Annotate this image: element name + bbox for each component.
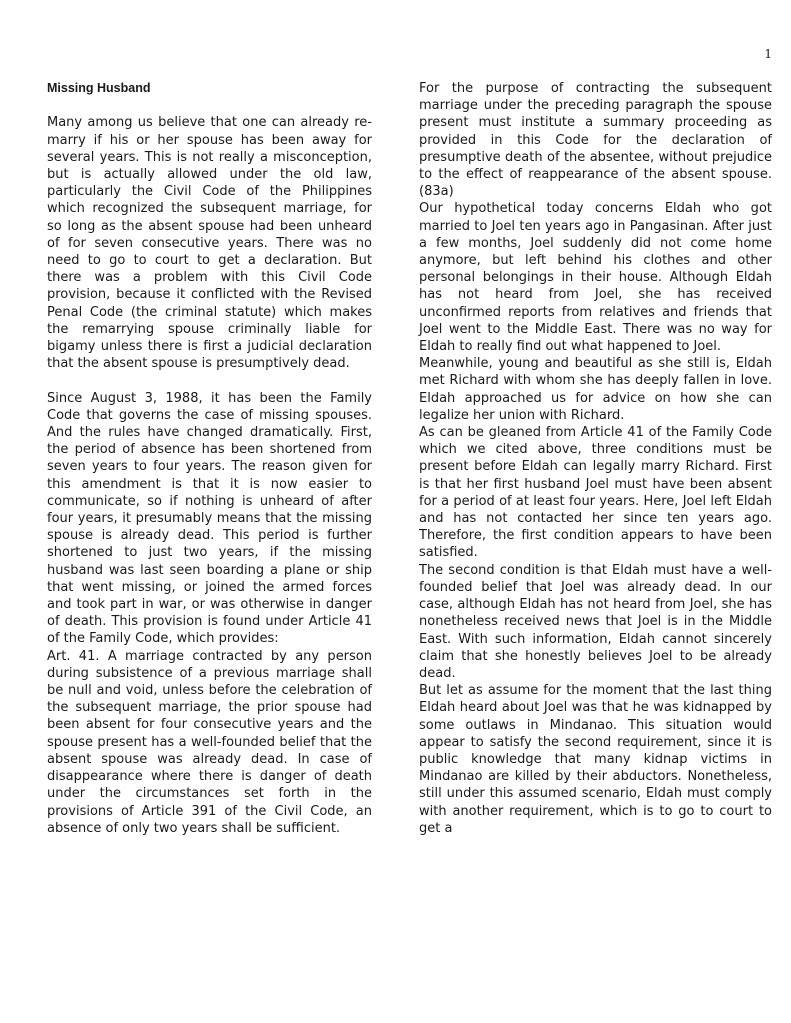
body-paragraph: Since August 3, 1988, it has been the Family Code that governs the case of missing spouses. And the rules have changed dramatically. First, the period of absence has been shortened from seven years to four years. The reason given for this amendment is that it is now easier to communicate, so if nothing is unheard of after four years, it presumably means that the missing spouse is already dead. This period is further shortened to just two years, if the missing husband was last seen boarding a plane or ship that went missing, or joined the armed forces and took part in war, or was otherwise in danger of death. This provision is found under Article 41 of the Family Code, which provides: xyxy=(47,390,372,647)
body-paragraph: Art. 41. A marriage contracted by any person during subsistence of a previous marriage shall be null and void, unless before the celebration of the subsequent marriage, the prior spouse had been absent for four consecutive years and the spouse present has a well-founded belief that the absent spouse was already dead. In case of disappearance where there is danger of death under the circumstances set forth in the provisions of Article 391 of the Civil Code, an absence of only two years shall be sufficient. xyxy=(47,648,372,836)
body-paragraph: But let as assume for the moment that the last thing Eldah heard about Joel was that he was kidnapped by some outlaws in Mindanao. This situation would appear to satisfy the second requirement, since it is public knowledge that many kidnap victims in Mindanao are killed by their abductors. Nonetheless, still under this assumed scenario, Eldah must comply with another requirement, which is to go to court to get a xyxy=(419,683,772,836)
page-number: 1 xyxy=(764,47,772,61)
body-paragraph: Our hypothetical today concerns Eldah who got married to Joel ten years ago in Pangasinan. After just a few months, Joel suddenly did not come home anymore, but left behind his clothes and other personal belongings in their house. Although Eldah has not heard from Joel, she has received unconfirmed reports from relatives and friends that Joel went to the Middle East. There was no way for Eldah to really find out what happened to Joel. xyxy=(419,201,772,355)
body-paragraph: As can be gleaned from Article 41 of the Family Code which we cited above, three conditions must be present before Eldah can legally marry Richard. First is that her first husband Joel must have been absent for a period of at least four years. Here, Joel left Eldah and has not contacted her since ten years ago. Therefore, the first condition appears to have been satisfied. xyxy=(419,425,772,561)
right-column xyxy=(419,80,772,837)
body-paragraph: Many among us believe that one can already re-marry if his or her spouse has been away for several years. This is not really a misconception, but is actually allowed under the old law, particularly the Civil Code of the Philippines which recognized the subsequent marriage, for so long as the absent spouse had been unheard of for seven consecutive years. There was no need to go to court to get a declaration. But there was a problem with this Civil Code provision, because it conflicted with the Revised Penal Code (the criminal statute) which makes the remarrying spouse criminally liable for bigamy unless there is first a judicial declaration that the absent spouse is presumptively dead. xyxy=(47,115,372,372)
article-heading: Missing Husband xyxy=(47,81,151,95)
body-paragraph: Meanwhile, young and beautiful as she still is, Eldah met Richard with whom she has deeply fallen in love. Eldah approached us for advice on how she can legalize her union with Richard. xyxy=(419,356,772,423)
body-paragraph: The second condition is that Eldah must have a well-founded belief that Joel was already dead. In our case, although Eldah has not heard from Joel, she has nonetheless received news that Joel is in the Middle East. With such information, Eldah cannot sincerely claim that she honestly believes Joel to be already dead. xyxy=(419,562,772,681)
body-paragraph: For the purpose of contracting the subsequent marriage under the preceding paragraph the spouse present must institute a summary proceeding as provided in this Code for the declaration of presumptive death of the absentee, without prejudice to the effect of reappearance of the absent spouse. (83a) xyxy=(419,81,772,200)
left-column xyxy=(47,80,372,837)
